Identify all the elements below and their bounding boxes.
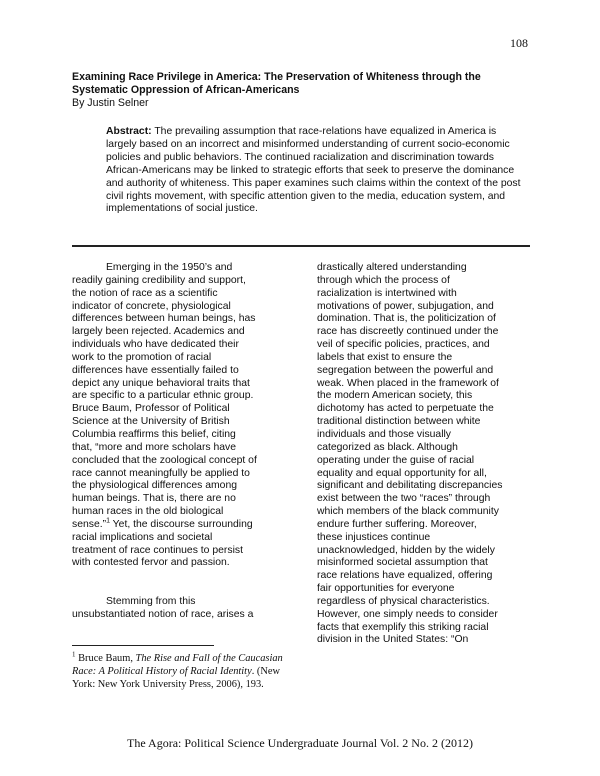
paragraph-gap xyxy=(72,570,290,596)
article-title: Examining Race Privilege in America: The Preservation of Whiteness through the Systematic Oppression of African-Americans xyxy=(72,71,481,96)
body-line: However, one simply needs to consider xyxy=(317,608,498,620)
body-line: motivations of power, subjugation, and xyxy=(317,300,494,312)
body-line: dichotomy has acted to perpetuate the xyxy=(317,403,494,415)
body-line: the physiological differences among xyxy=(72,480,238,492)
footnote-book-title: The Rise and Fall of the Caucasian Race: A Political History of Racial Identity xyxy=(72,653,283,677)
body-line: facts that exemplify this striking racial xyxy=(317,621,489,633)
body-line: weak. When placed in the framework of xyxy=(317,377,499,389)
body-line: Columbia reaffirms this belief, citing xyxy=(72,428,236,440)
body-line: treatment of race continues to persist xyxy=(72,544,243,556)
body-line: work to the promotion of racial xyxy=(72,351,212,363)
body-line: endure further suffering. Moreover, xyxy=(317,518,477,530)
body-line: that, “more and more scholars have xyxy=(72,441,237,453)
body-line: these injustices continue xyxy=(317,531,431,543)
body-line: division in the United States: “On xyxy=(317,634,469,646)
body-line: human beings. That is, there are no xyxy=(72,493,236,505)
body-line: domination. That is, the politicization of xyxy=(317,313,496,325)
body-line: racial implications and societal xyxy=(72,531,213,543)
body-line: traditional distinction between white xyxy=(317,416,481,428)
body-line: with contested fervor and passion. xyxy=(72,557,230,569)
body-line: segregation between the powerful and xyxy=(317,364,494,376)
left-column xyxy=(72,262,290,622)
abstract-label: Abstract: xyxy=(106,126,152,137)
body-line: differences between human beings, has xyxy=(72,313,256,325)
body-line: Stemming from this xyxy=(106,596,196,608)
body-line: unsubstantiated notion of race, arises a xyxy=(72,609,254,621)
body-line: which members of the black community xyxy=(317,506,499,518)
body-line: race relations have equalized, offering xyxy=(317,570,493,582)
body-line: fair opportunities for everyone xyxy=(317,583,455,595)
body-line: operating under the guise of racial xyxy=(317,454,475,466)
body-line: regardless of physical characteristics. xyxy=(317,595,490,607)
body-line: Bruce Baum, Professor of Political xyxy=(72,403,230,415)
body-line: Science at the University of British xyxy=(72,416,230,428)
body-line: misinformed societal assumption that xyxy=(317,557,488,569)
body-line: labels that exist to ensure the xyxy=(317,351,453,363)
body-line: through which the process of xyxy=(317,274,450,286)
body-line: the modern American society, this xyxy=(317,390,473,402)
abstract xyxy=(106,126,526,216)
body-line: are specific to a particular ethnic group. xyxy=(72,390,254,402)
footnote-divider xyxy=(72,645,214,646)
body-line: unacknowledged, hidden by the widely xyxy=(317,544,495,556)
body-line: concluded that the zoological concept of xyxy=(72,454,257,466)
footnote xyxy=(72,652,292,691)
page-number: 108 xyxy=(510,36,528,50)
body-line: depict any unique behavioral traits that xyxy=(72,377,250,389)
body-line: veil of specific policies, practices, and xyxy=(317,339,490,351)
right-column xyxy=(317,262,535,647)
body-text: sense.” xyxy=(72,518,107,530)
footnote-reference[interactable]: 1 xyxy=(106,517,110,525)
body-line: equality and equal opportunity for all, xyxy=(317,467,487,479)
body-line-with-footnote xyxy=(72,519,290,532)
body-line: individuals who have dedicated their xyxy=(72,339,239,351)
author-byline: By Justin Selner xyxy=(72,97,149,109)
body-line: race cannot meaningfully be applied to xyxy=(72,467,250,479)
abstract-text: The prevailing assumption that race-relations have equalized in America is largely based on an incorrect and misinformed understanding of current socio-economic policies and public behaviors. The continued racialization and discrimination towards African-Americans may be linked to strategic efforts that seek to preserve the dominance and authority of whiteness. This paper examines such claims within the context of the post civil rights movement, with specific attention given to the media, education system, and implementations of social justice. xyxy=(106,126,521,215)
body-line: Emerging in the 1950’s and xyxy=(106,262,233,273)
body-text: Yet, the discourse surrounding xyxy=(109,518,253,530)
body-line: exist between the two “races” through xyxy=(317,493,491,505)
footnote-publication: . (New York: New York University Press, 2006), 193. xyxy=(72,666,280,690)
footnote-marker: 1 xyxy=(72,650,76,659)
body-line: individuals and those visually xyxy=(317,428,452,440)
body-line: the notion of race as a scientific xyxy=(72,287,218,299)
body-line: race has discreetly continued under the xyxy=(317,326,499,338)
body-line: drastically altered understanding xyxy=(317,262,467,273)
body-line: categorized as black. Although xyxy=(317,441,458,453)
body-line: human races in the old biological xyxy=(72,506,224,518)
journal-footer: The Agora: Political Science Undergraduate Journal Vol. 2 No. 2 (2012) xyxy=(127,736,473,750)
body-line: indicator of concrete, physiological xyxy=(72,300,231,312)
body-line: readily gaining credibility and support, xyxy=(72,274,246,286)
body-line: racialization is intertwined with xyxy=(317,287,457,299)
section-divider xyxy=(72,245,530,247)
body-line: differences have essentially failed to xyxy=(72,364,239,376)
body-line: significant and debilitating discrepancies xyxy=(317,480,503,492)
footnote-author: Bruce Baum, xyxy=(78,653,133,664)
body-line: largely been rejected. Academics and xyxy=(72,326,245,338)
